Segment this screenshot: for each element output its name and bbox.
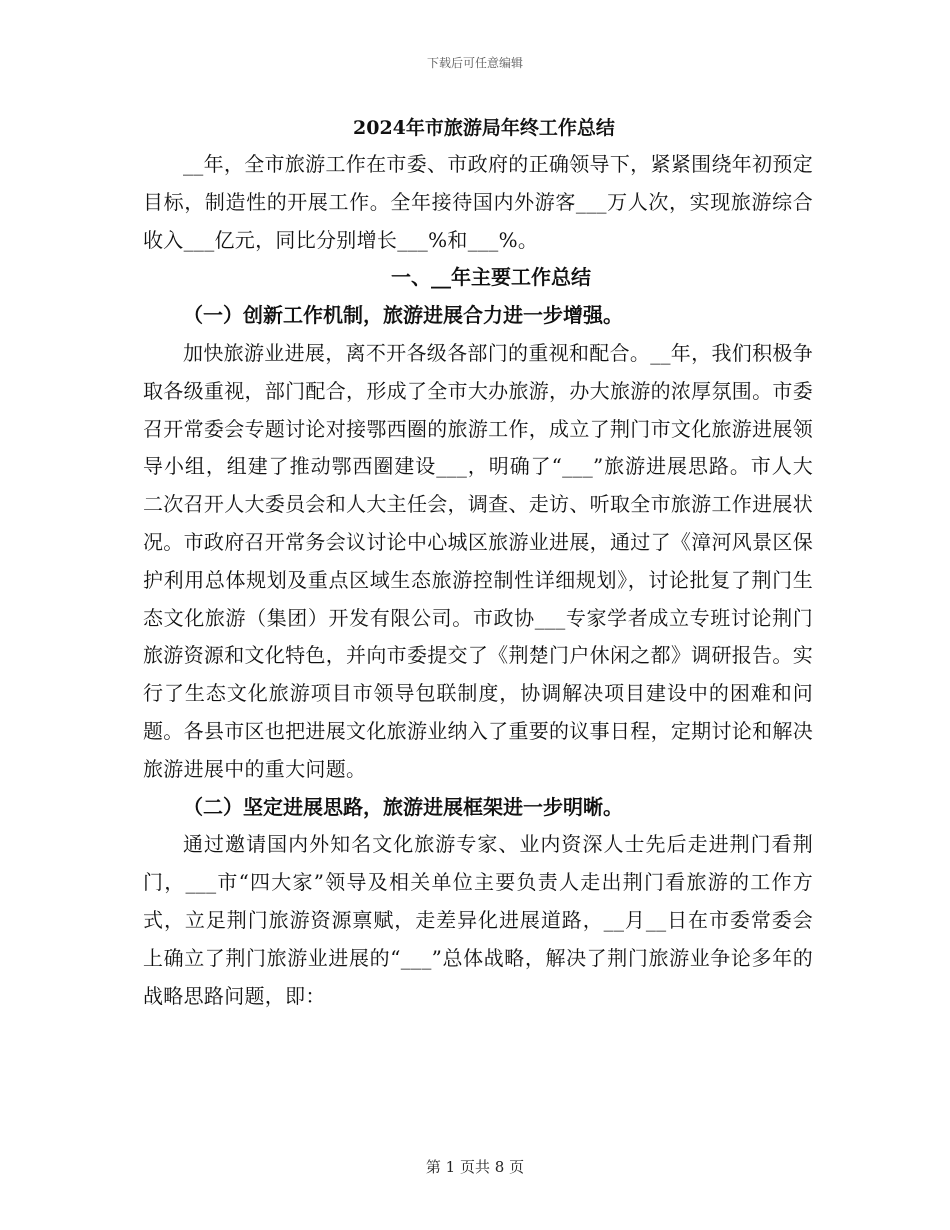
subsection-paragraph-strategy: 通过邀请国内外知名文化旅游专家、业内资深人士先后走进荆门看荆门，___市“四大家”领导及相关单位主要负责人走出荆门看旅游的工作方式，立足荆门旅游资源禀赋，走差异化进展道路，__月__日在市委常委会上确立了荆门旅游业进展的“___”总体战略，解决了荆门旅游业争论多年的战略思路问题，即： bbox=[143, 832, 813, 1008]
subsection-heading-mechanism: （一）创新工作机制，旅游进展合力进一步增强。 bbox=[183, 303, 623, 328]
page-number: 第 1 页共 8 页 bbox=[425, 1158, 525, 1176]
page-header-note: 下载后可任意编辑 bbox=[426, 56, 523, 70]
subsection-paragraph-mechanism: 加快旅游业进展，离不开各级各部门的重视和配合。__年，我们积极争取各级重视，部门配合，形成了全市大办旅游，办大旅游的浓厚氛围。市委召开常委会专题讨论对接鄂西圈的旅游工作，成立了荆门市文化旅游进展领导小组，组建了推动鄂西圈建设___，明确了“___”旅游进展思路。市人大二次召开人大委员会和人大主任会，调查、走访、听取全市旅游工作进展状况。市政府召开常务会议讨论中心城区旅游业进展，通过了《漳河风景区保护利用总体规划及重点区域生态旅游控制性详细规划》，讨论批复了荆门生态文化旅游（集团）开发有限公司。市政协___专家学者成立专班讨论荆门旅游资源和文化特色，并向市委提交了《荆楚门户休闲之都》调研报告。实行了生态文化旅游项目市领导包联制度，协调解决项目建设中的困难和问题。各县市区也把进展文化旅游业纳入了重要的议事日程，定期讨论和解决旅游进展中的重大问题。 bbox=[143, 340, 813, 781]
intro-paragraph: __年，全市旅游工作在市委、市政府的正确领导下，紧紧围绕年初预定目标，制造性的开展工作。全年接待国内外游客___万人次，实现旅游综合收入___亿元，同比分别增长___%和___%。 bbox=[143, 152, 813, 252]
subsection-heading-strategy: （二）坚定进展思路，旅游进展框架进一步明晰。 bbox=[183, 794, 623, 819]
document-title: 2024年市旅游局年终工作总结 bbox=[353, 117, 615, 139]
document-body bbox=[143, 112, 813, 1015]
section-heading-summary: 一、__年主要工作总结 bbox=[391, 265, 591, 290]
